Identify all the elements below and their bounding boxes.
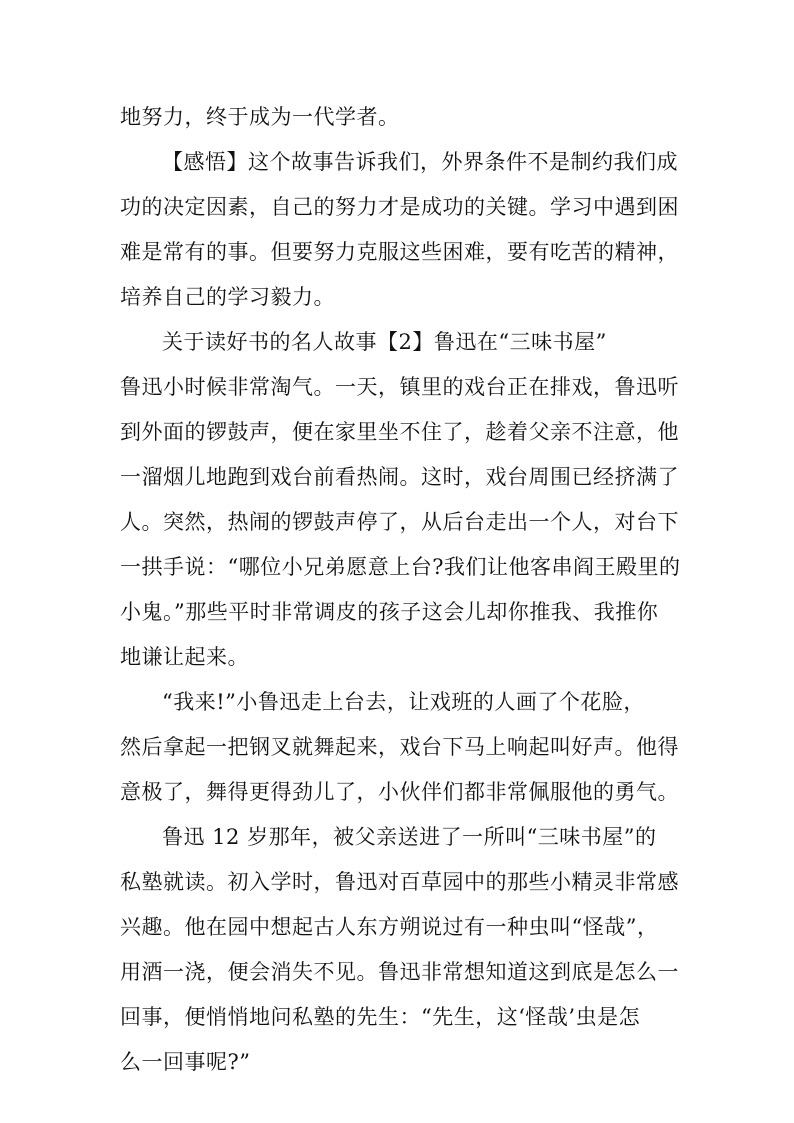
text-line: 一拱手说：“哪位小兄弟愿意上台?我们让他客串阎王殿里的 — [120, 555, 681, 579]
text-line: 回事，便悄悄地问私塾的先生：“先生，这‘怪哉’虫是怎 — [120, 1005, 641, 1029]
text-line: 人。突然，热闹的锣鼓声停了，从后台走出一个人，对台下 — [120, 510, 679, 534]
text-line: 培养自己的学习毅力。 — [120, 285, 335, 309]
text-line: 鲁迅小时候非常淘气。一天，镇里的戏台正在排戏，鲁迅听 — [120, 375, 679, 399]
text-line: 到外面的锣鼓声，便在家里坐不住了，趁着父亲不注意，他 — [120, 420, 679, 444]
text-line: 然后拿起一把钢叉就舞起来，戏台下马上响起叫好声。他得 — [120, 735, 679, 759]
text-line: 小鬼。”那些平时非常调皮的孩子这会儿却你推我、我推你 — [120, 600, 659, 624]
text-line: 地谦让起来。 — [120, 645, 249, 669]
text-line: 意极了，舞得更得劲儿了，小伙伴们都非常佩服他的勇气。 — [120, 780, 679, 804]
text-line: 难是常有的事。但要努力克服这些困难，要有吃苦的精神， — [120, 240, 679, 264]
section-heading: 关于读好书的名人故事【2】鲁迅在“三味书屋” — [162, 330, 607, 354]
text-line: 地努力，终于成为一代学者。 — [120, 105, 400, 129]
text-line: 兴趣。他在园中想起古人东方朔说过有一种虫叫“怪哉”， — [120, 915, 659, 939]
text-line: “我来!”小鲁迅走上台去，让戏班的人画了个花脸， — [162, 690, 645, 714]
text-line: 私塾就读。初入学时，鲁迅对百草园中的那些小精灵非常感 — [120, 870, 679, 894]
body-text — [120, 95, 692, 1085]
text-line: 鲁迅 12 岁那年，被父亲送进了一所叫“三味书屋”的 — [162, 825, 657, 849]
text-line: 一溜烟儿地跑到戏台前看热闹。这时，戏台周围已经挤满了 — [120, 465, 679, 489]
text-line: 用酒一浇，便会消失不见。鲁迅非常想知道这到底是怎么一 — [120, 960, 679, 984]
text-line: 么一回事呢?” — [120, 1050, 251, 1074]
text-line: 【感悟】这个故事告诉我们，外界条件不是制约我们成 — [162, 150, 678, 174]
text-line: 功的决定因素，自己的努力才是成功的关键。学习中遇到困 — [120, 195, 679, 219]
